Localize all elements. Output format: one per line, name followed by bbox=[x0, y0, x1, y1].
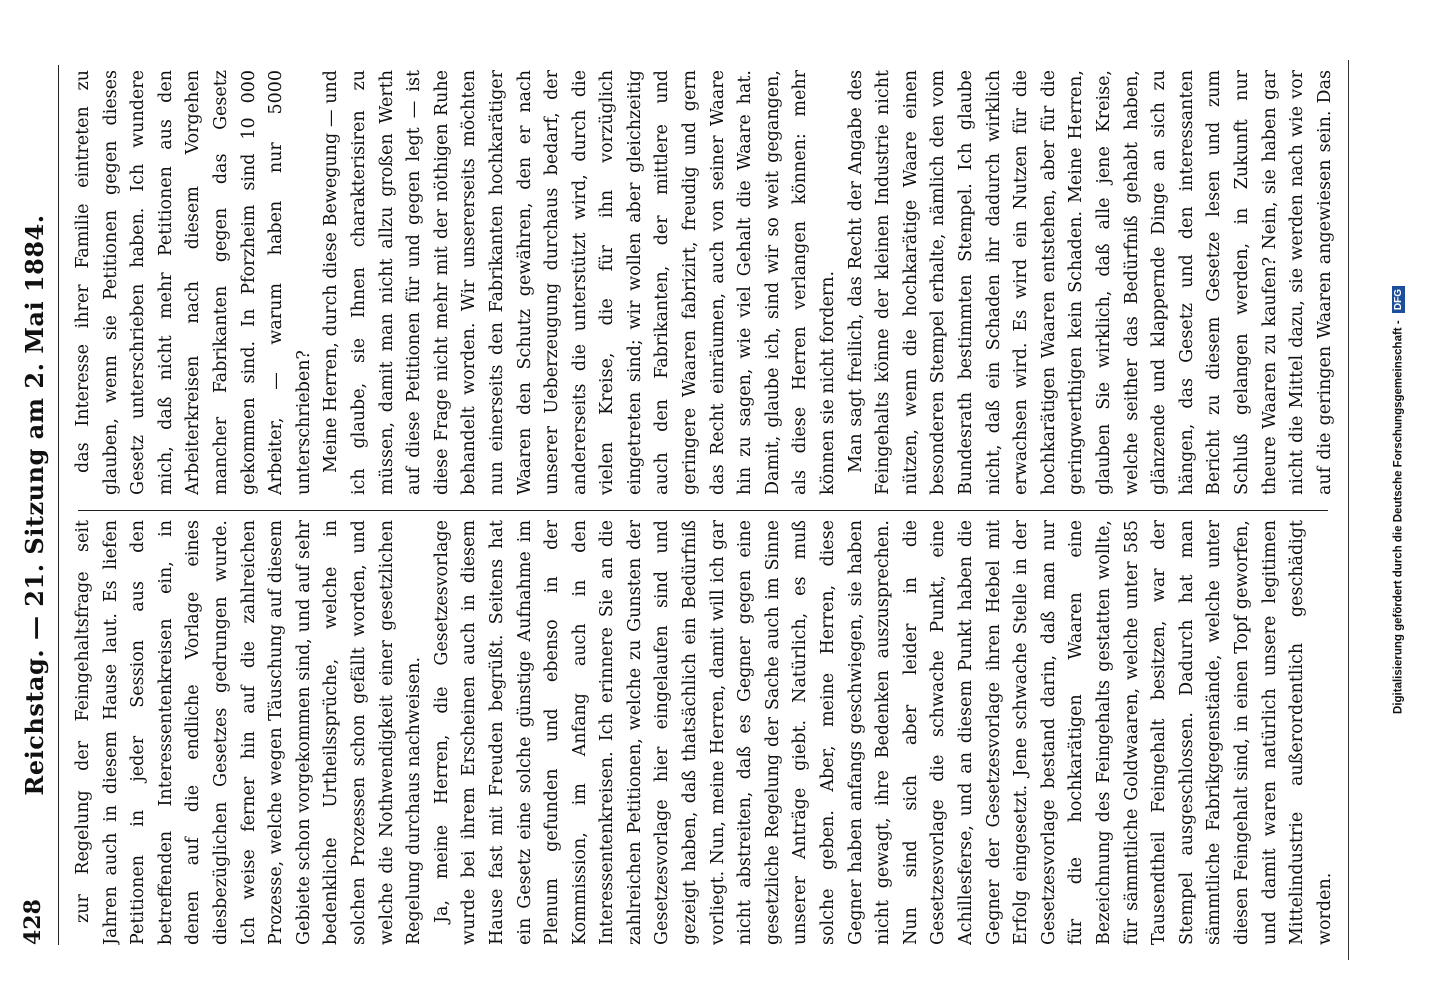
column-divider bbox=[78, 510, 1328, 511]
dfg-logo: DFG bbox=[1392, 286, 1405, 313]
page-number: 428 bbox=[20, 899, 46, 945]
paragraph: Ja, meine Herren, die Gesetzesvorlage wurde bei ihrem Erscheinen auch in diesem Hause fast mit Freuden begrüßt. Seitens hat ein Gesetz eine solche günstige Aufnahme im Plenum gefunden und ebenso in der Kommission, im Anfang auch in den Interessentenkreisen. Ich erinnere Sie an die zahlreichen Petitionen, welche zu Gunsten der Gesetzesvorlage hier eingelaufen sind und gezeigt haben, daß thatsächlich ein Bedürfniß vorliegt. Nun, meine Herren, damit will ich gar nicht abstreiten, daß es Gegner gegen eine gesetzliche Regelung der Sache auch im Sinne unserer Anträge giebt. Natürlich, es muß solche geben. Aber, meine Herren, diese Gegner haben anfangs geschwiegen, sie haben nicht gewagt, ihre Bedenken auszusprechen. Nun sind sich aber leider in die Gesetzesvorlage die schwache Punkt, eine Achillesferse, und an diesem Punkt haben die Gegner der Gesetzesvorlage ihren Hebel mit Erfolg eingesetzt. Jene schwache Stelle in der Gesetzesvorlage bestand darin, daß man nur für die hochkarätigen Waaren eine Bezeichnung des Feingehalts gestatten wollte, für sämmtliche Goldwaaren, welche unter 585 Tausendtheil Feingehalt besitzen, war der Stempel ausgeschlossen. Dadurch hat man sämmtliche Fabrikgegenstände, welche unter diesen Feingehalt sind, in einen Topf geworfen, und damit waren natürlich unsere legitimen Mittelindustrie außerordentlich geschädigt worden. bbox=[431, 520, 1335, 945]
page-header bbox=[6, 65, 68, 945]
running-title: Reichstag. — 21. Sitzung am 2. Mai 1884. bbox=[20, 214, 49, 796]
digitization-credit bbox=[1392, 0, 1405, 1000]
text-column-left bbox=[70, 520, 1335, 945]
header-rule bbox=[58, 65, 59, 945]
footer-rule bbox=[1348, 60, 1349, 960]
text-column-right bbox=[70, 70, 1335, 495]
paragraph: Meine Herren, durch diese Bewegung — und ich glaube, sie Ihnen charakterisiren zu müssen, damit man nicht allzu großen Werth auf diese Petitionen für und gegen legt — ist diese Frage nicht mehr mit der nöthigen Ruhe behandelt worden. Wir unsererseits möchten nun einerseits den Fabrikanten hochkarätiger Waaren den Schutz gewähren, den er nach unserer Ueberzeugung durchaus bedarf, der andererseits die unterstützt wird, durch die vielen Kreise, die für ihn vorzüglich eingetreten sind; wir wollen aber gleichzeitig auch den Fabrikanten, der mittlere und geringere Waaren fabrizirt, freudig und gern das Recht einräumen, auch von seiner Waare hin zu sagen, wie viel Gehalt die Waare hat. Damit, glaube ich, sind wir so weit gegangen, als diese Herren verlangen können: mehr können sie nicht fordern. bbox=[321, 70, 839, 495]
paragraph: zur Regelung der Feingehaltsfrage seit Jahren auch in diesem Hause laut. Es liefen Petitionen in jeder Session aus den betreffenden Interessentenkreisen ein, in denen auf die endliche Vorlage eines diesbezüglichen Gesetzes gedrungen wurde. Ich weise ferner hin auf die zahlreichen Prozesse, welche wegen Täuschung auf diesem Gebiete schon vorgekommen sind, und auf sehr bedenkliche Urtheilssprüche, welche in solchen Prozessen schon gefällt worden, und welche die Nothwendigkeit einer gesetzlichen Regelung durchaus nachweisen. bbox=[73, 520, 425, 945]
paragraph: das Interesse ihrer Familie eintreten zu glauben, wenn sie Petitionen gegen dieses Gesetz unterschrieben haben. Ich wundere mich, daß nicht mehr Petitionen aus den Arbeiterkreisen nach diesem Vorgehen mancher Fabrikanten gegen das Gesetz gekommen sind. In Pforzheim sind 10 000 Arbeiter, — warum haben nur 5000 unterschrieben? bbox=[73, 70, 314, 495]
digitization-note-text: Digitalisierung gefördert durch die Deutsche Forschungsgemeinschaft - bbox=[1392, 320, 1405, 714]
paragraph: Man sagt freilich, das Recht der Angabe des Feingehalts könne der kleinen Industrie nicht nützen, wenn die hochkarätige Waare einen besonderen Stempel erhalte, nämlich den vom Bundesrath bestimmten Stempel. Ich glaube nicht, daß ein Schaden ihr dadurch wirklich erwachsen wird. Es wird ein Nutzen für die hochkarätigen Waaren entstehen, aber für die geringwerthigen kein Schaden. Meine Herren, glauben Sie wirklich, daß alle jene Kreise, welche seither das Bedürfniß gehabt haben, glänzende und klappernde Dinge an sich zu hängen, das Gesetz und den interessanten Bericht zu diesem Gesetze lesen und zum Schluß gelangen werden, in Zukunft nur theure Waaren zu kaufen? Nein, sie haben gar nicht die Mittel dazu, sie werden nach wie vor auf die geringen Waaren angewiesen sein. Das bbox=[845, 70, 1335, 495]
